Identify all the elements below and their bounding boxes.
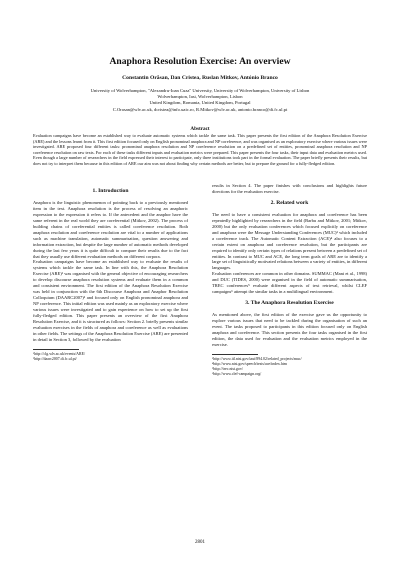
affiliations [30, 88, 370, 113]
section-heading-related-work: 2. Related work [270, 199, 309, 206]
footnote: ⁶http://www.clef-campaign.org/ [212, 372, 262, 377]
affiliation-line: Wolverhampton, Iasi, Wolverhampton, Lisbon [157, 94, 243, 100]
right-column [212, 183, 367, 378]
paragraph: As mentioned above, the first edition of the exercise gave us the opportunity to explore various issues that need to be tackled during the organisation of such an event. The tasks proposed to participants in this edition focused only on English anaphora and coreference. This section presents the four tasks organised in the first edition, the data used for evaluation and the evaluation metrics employed in the exercise. [212, 312, 367, 347]
paper-title: Anaphora Resolution Exercise: An overview [109, 56, 291, 67]
author-list: Constantin Orăsan, Dan Cristea, Ruslan Mitkov, António Branco [122, 75, 278, 81]
paragraph: Evaluation campaigns have become an established way to evaluate the results of systems which tackle the same task. In line with this, the Anaphora Resolution Exercise (ARE)¹ was organised with the general objective of encouraging researchers to develop discourse anaphora resolution systems and evaluate them in a common and consistent environment. The first edition of the Anaphora Resolution Exercise was held in conjunction with the 6th Discourse Anaphora and Anaphor Resolution Colloquium (DAARC2007)² and focused only on English pronominal anaphora and NP coreference. This initial edition was used mainly as an exploratory exercise where various issues were investigated and to gain experience on how to set up the first fully-fledged edition. This paper presents an overview of the first Anaphora Resolution Exercise, and it is structured as follows: Section 2. briefly presents similar evaluation exercises in the fields of anaphora and coreference as well as evaluations in other fields. The settings of the Anaphora Resolution Exercise (ARE) are presented in detail in Section 3, followed by the evaluation [33, 259, 188, 342]
footnote: ⁴http://www.nist.gov/speech/tests/ace/index.htm [212, 362, 287, 367]
section-heading-introduction: 1. Introduction [92, 188, 129, 194]
abstract-heading: Abstract [190, 126, 210, 132]
paragraph: Evaluation conferences are common in other domains. SUMMAC (Mani et al., 1998) and DUC (TIDES, 2000) were organised in the field of automatic summarisation, TREC conferences⁵ evaluate different aspects of text retrieval, whilst CLEF campaigns⁶ attempt the similar tasks in a multilingual environment. [212, 271, 367, 295]
affiliation-line: University of Wolverhampton, "Alexandru-Ioan Cuza" University, University of Wolverhampton, University of Lisbon [90, 88, 310, 93]
footnote: ³http://www.itl.nist.gov/iaui/894.02/related_projects/muc/ [212, 356, 302, 361]
paragraph: The need to have a consistent evaluation for anaphora and coreference has been repeatedly highlighted by researchers in the field (Barbu and Mitkov, 2001; Mitkov, 2000) but the only evaluation conferences which focused explicitly on coreference and anaphora were the Message Understanding Conferences (MUC)³ which included a coreference track. The Automatic Content Extraction (ACE)⁴ also focuses to a certain extent on anaphora and coreference resolution, but the participants are required to identify only certain types of relations present between a predefined set of entities. In contrast to MUC and ACE, the long term goals of ARE are to identify a large set of linguistically motivated relations between a variety of entities, in different languages. [212, 211, 367, 271]
section-heading-exercise: 3. The Anaphora Resolution Exercise [245, 300, 334, 307]
abstract-text: Evaluation campaigns have become an established way to evaluate automatic systems which tackle the same task. This paper presents the first edition of the Anaphora Resolution Exercise (ARE) and the lessons learnt from it. This first edition focused only on English pronominal anaphora and NP coreference, and was organised as an exploratory exercise where various issues were investigated. ARE proposed four different tasks: pronominal anaphora resolution and NP coreference resolution on a predefined set of entities, pronominal anaphora resolution and NP coreference resolution on raw texts. For each of these tasks different inputs and evaluation metrics were prepared. This paper presents the four tasks, their input data and evaluation metrics used. Even though a large number of researchers in the field expressed their interest to participate, only three institutions took part in the formal evaluation. The paper briefly presents their results, but does not try to interpret them because in this edition of ARE our aim was not about finding why certain methods are better, but to prepare the ground for a fully-fledged edition. [33, 133, 367, 166]
paragraph: results in Section 4. The paper finishes with conclusions and highlights future directions for the evaluation exercise. [212, 183, 367, 194]
footnote-rule [33, 349, 79, 350]
footnote: ¹http://clg.wlv.ac.uk/events/ARE/ [33, 351, 86, 356]
affiliation-line: United Kingdom, Romania, United Kingdom, Portugal [149, 100, 251, 106]
page-number: 2801 [195, 540, 205, 545]
footnote: ⁵http://trec.nist.gov/ [212, 367, 243, 372]
footnote: ²http://daarc2007.di.fc.ul.pt/ [33, 357, 77, 362]
email-line: C.Orasan@wlv.ac.uk, dcristea@info.uaic.ro, R.Mitkov@wlv.ac.uk, antonio.branco@di.fc.ul.pt [112, 106, 288, 112]
paragraph: Anaphora is the linguistic phenomenon of pointing back to a previously mentioned item in the text. Anaphora resolution is the process of resolving an anaphoric expression to the expression it refers to. If the antecedent and the anaphor have the same referent in the real world they are coreferential (Mitkov, 2002). The process of building chains of coreferential entities is called coreference resolution. Both anaphora resolution and coreference resolution are vital to a number of applications such as machine translation, automatic summarisation, question answering and information extraction, but despite the large number of automatic methods developed during the last few years it is quite difficult to compare their results due to the fact that they usually use different evaluation methods on different corpora. [33, 199, 188, 259]
footnote-rule [212, 354, 258, 355]
left-column [33, 183, 188, 362]
